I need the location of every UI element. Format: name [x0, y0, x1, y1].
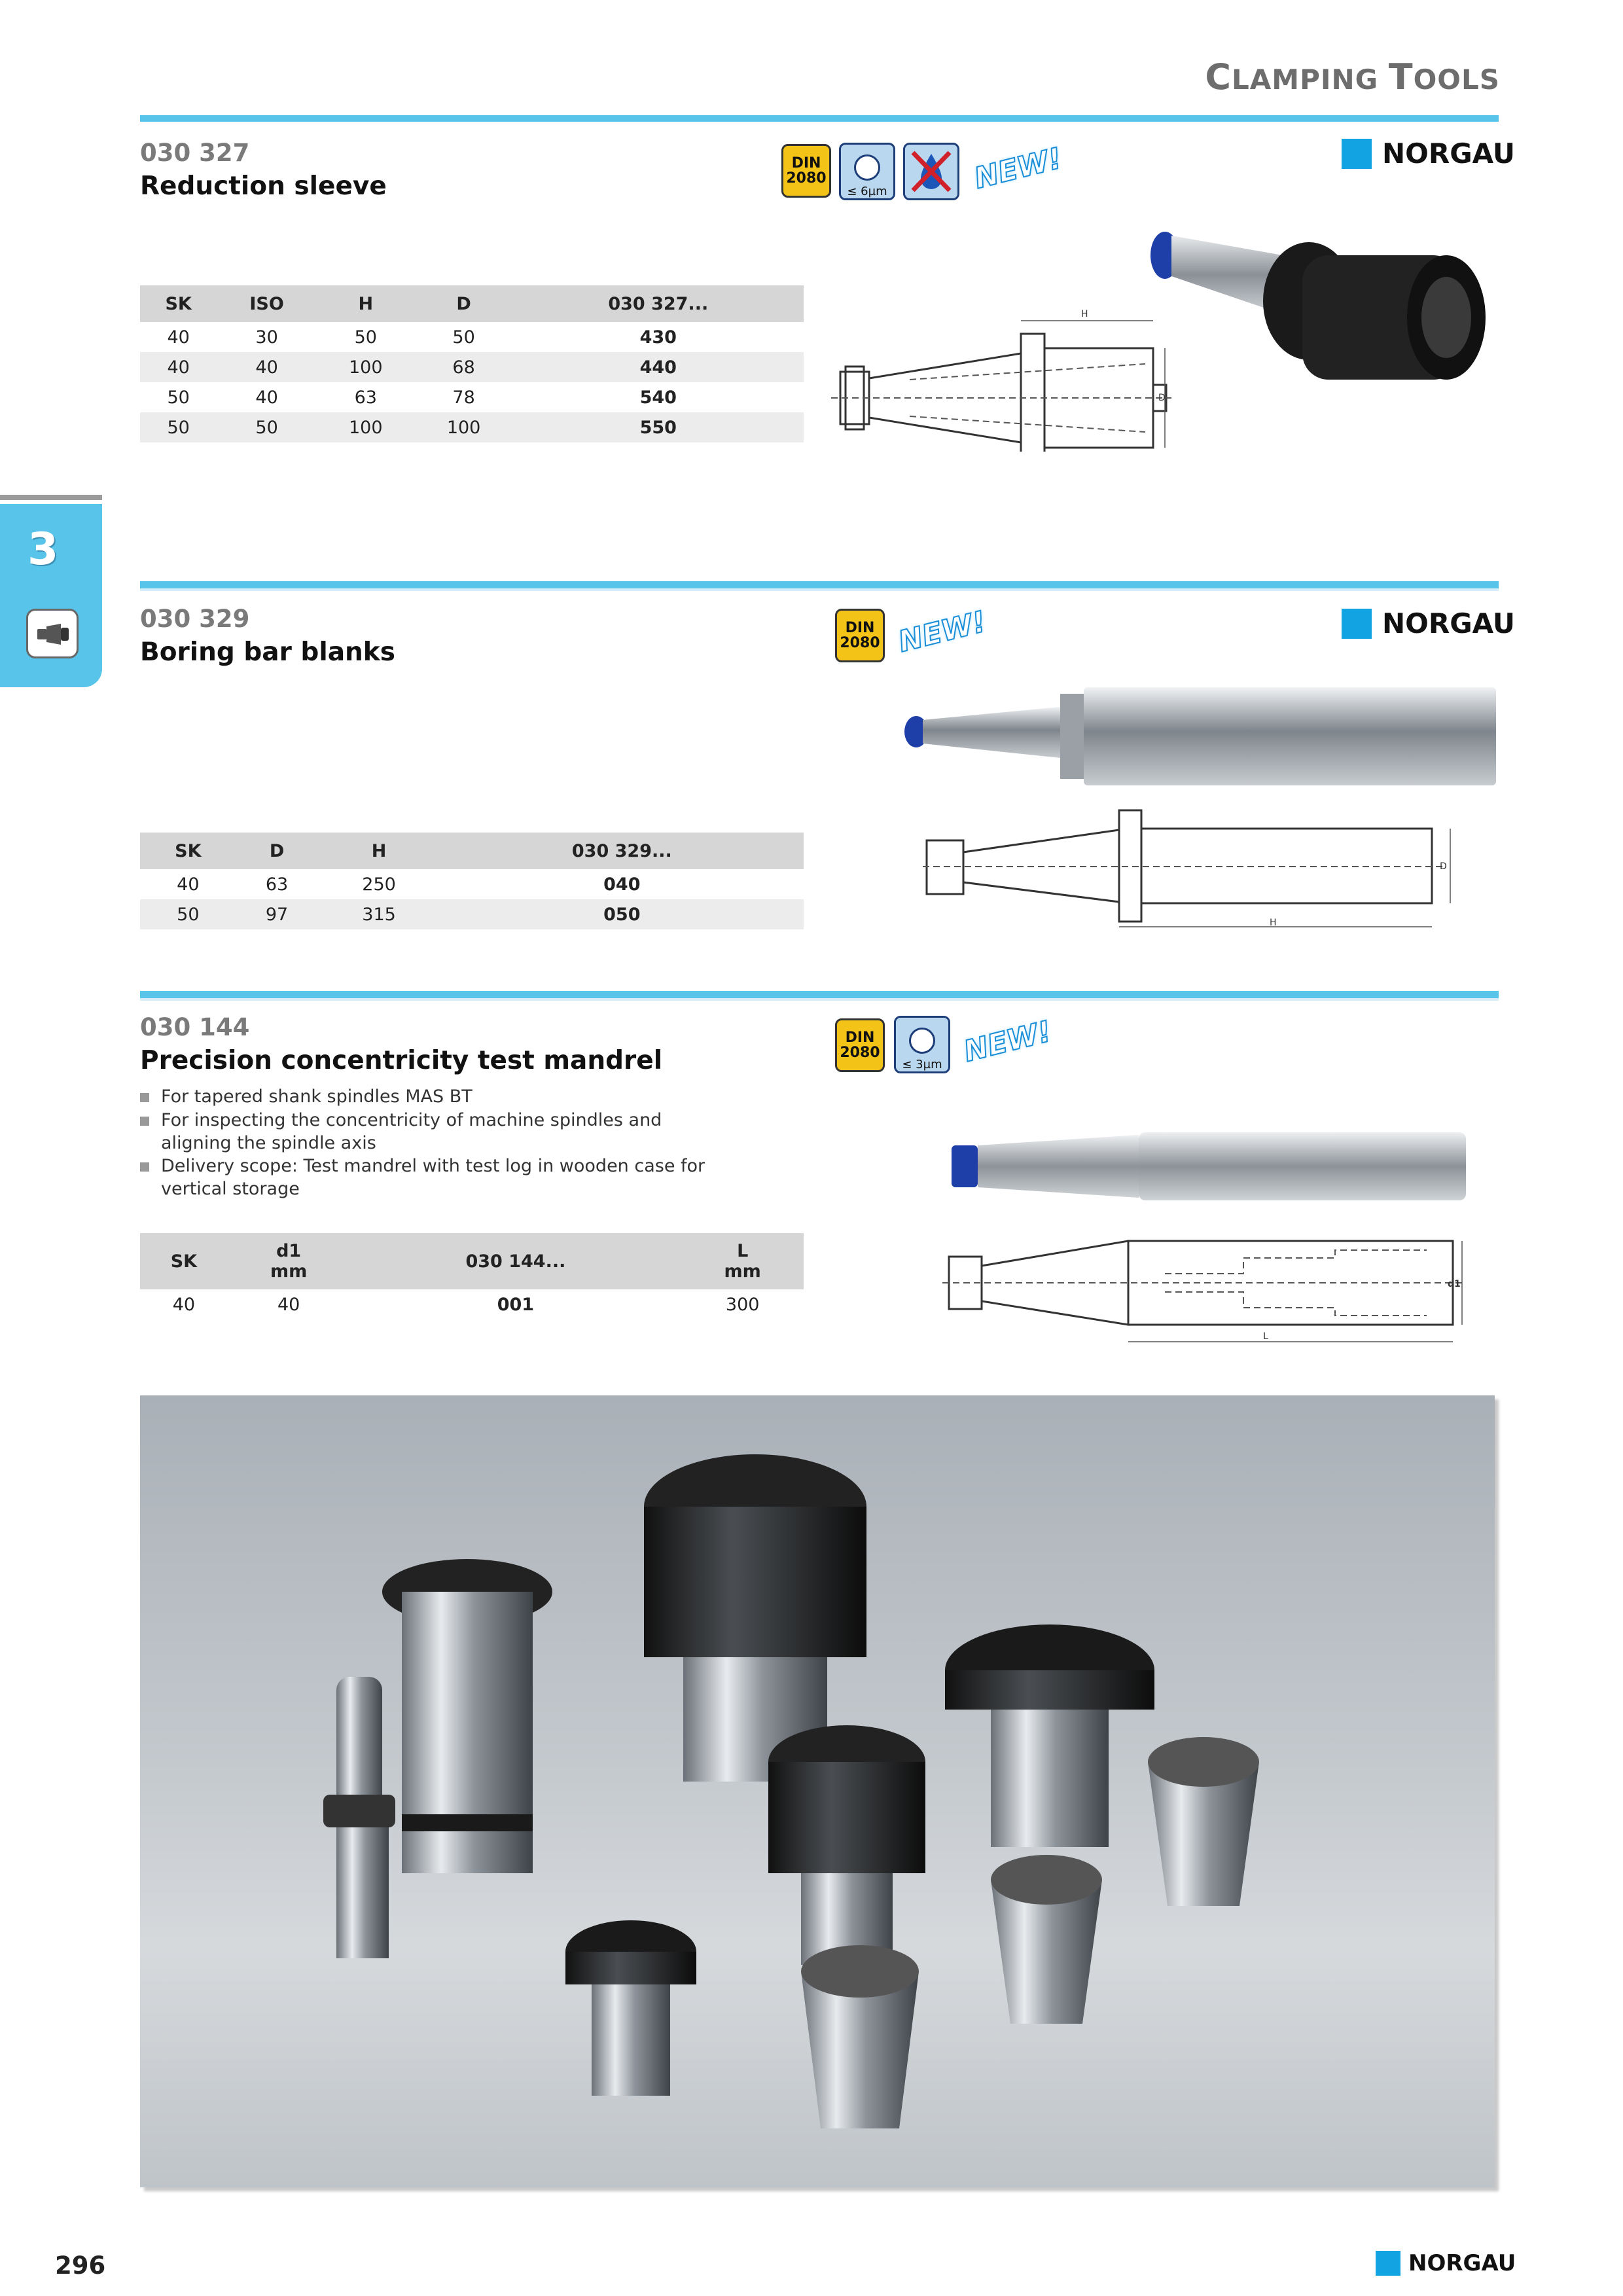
article-code: 030 329 — [140, 605, 250, 633]
col-header: H — [317, 285, 415, 322]
section-rule — [140, 991, 1499, 998]
footer-brand-logo: NORGAU — [1376, 2250, 1516, 2276]
boring-bar-photo — [897, 681, 1499, 792]
boring-bar-drawing — [923, 804, 1466, 935]
new-badge: NEW! — [971, 141, 1065, 196]
col-header: SK — [140, 833, 236, 869]
chapter-number: 3 — [27, 524, 59, 575]
article-title: Precision concentricity test mandrel — [140, 1046, 663, 1075]
din-badge: DIN 2080 — [835, 1018, 885, 1072]
table-row: 40 40 100 68 440 — [140, 352, 804, 382]
bullet-square-icon — [140, 1117, 149, 1126]
tool-holder-icon — [26, 609, 79, 658]
no-coolant-icon — [903, 143, 959, 200]
reduction-sleeve-drawing — [831, 301, 1171, 452]
runout-gauge-icon: ≤ 3µm — [894, 1016, 950, 1073]
article-code: 030 144 — [140, 1013, 250, 1041]
table-row: 40 40 001 300 — [172, 1294, 760, 1315]
dim-h-label: H — [1270, 918, 1277, 928]
col-header: 030 144... — [349, 1233, 681, 1289]
col-header: ISO — [217, 285, 316, 322]
bullet-square-icon — [140, 1162, 149, 1172]
spec-table — [140, 1233, 804, 1319]
category-title: CLAMPING TOOLS — [1205, 56, 1500, 98]
test-mandrel-photo — [942, 1126, 1472, 1204]
dim-h-label: H — [1081, 309, 1088, 319]
table-row: 40 30 50 50 430 — [167, 327, 677, 348]
brand-logo: NORGAU — [1342, 607, 1515, 639]
table-row: 50 40 63 78 540 — [167, 387, 677, 408]
page-number: 296 — [55, 2251, 106, 2280]
dim-d-label: D — [1440, 861, 1447, 872]
spec-table — [140, 285, 804, 442]
brand-logo: NORGAU — [1342, 137, 1515, 170]
table-row: 50 50 100 100 550 — [140, 412, 804, 442]
col-header: 030 327... — [513, 285, 804, 322]
dim-d-label: D — [1158, 393, 1166, 403]
din-badge: DIN 2080 — [835, 609, 885, 662]
article-code: 030 327 — [140, 139, 250, 167]
header-rule — [140, 115, 1499, 122]
article-title: Reduction sleeve — [140, 171, 387, 201]
runout-gauge-icon: ≤ 6µm — [839, 143, 895, 200]
new-badge: NEW! — [960, 1014, 1055, 1069]
section-rule — [140, 581, 1499, 588]
col-header: D — [415, 285, 513, 322]
col-header: SK — [140, 1233, 228, 1289]
col-header: SK — [140, 285, 217, 322]
brand-square-icon — [1342, 609, 1372, 639]
col-header: D — [236, 833, 318, 869]
article-title: Boring bar blanks — [140, 637, 395, 667]
reduction-sleeve-photo — [1139, 216, 1505, 425]
table-row: 40 63 250 040 — [177, 874, 641, 895]
brand-square-icon — [1342, 139, 1372, 169]
col-header: d1 mm — [228, 1233, 350, 1289]
feature-bullet: For tapered shank spindles MAS BT — [140, 1085, 737, 1108]
col-header: H — [317, 833, 440, 869]
din-badge: DIN 2080 — [781, 144, 831, 198]
col-header: L mm — [681, 1233, 804, 1289]
feature-bullet: Delivery scope: Test mandrel with test log in wooden case for vertical storage — [140, 1155, 737, 1200]
table-row: 50 97 315 050 — [140, 899, 804, 929]
brand-square-icon — [1376, 2251, 1400, 2276]
collets-product-photo — [140, 1395, 1495, 2187]
feature-bullet: For inspecting the concentricity of machine spindles and aligning the spindle axis — [140, 1109, 737, 1155]
dim-d1-label: d1 — [1448, 1279, 1461, 1289]
spec-table — [140, 833, 804, 929]
col-header: 030 329... — [440, 833, 804, 869]
new-badge: NEW! — [895, 605, 990, 659]
dim-l-label: L — [1263, 1331, 1268, 1342]
bullet-square-icon — [140, 1093, 149, 1102]
test-mandrel-drawing — [942, 1228, 1472, 1350]
